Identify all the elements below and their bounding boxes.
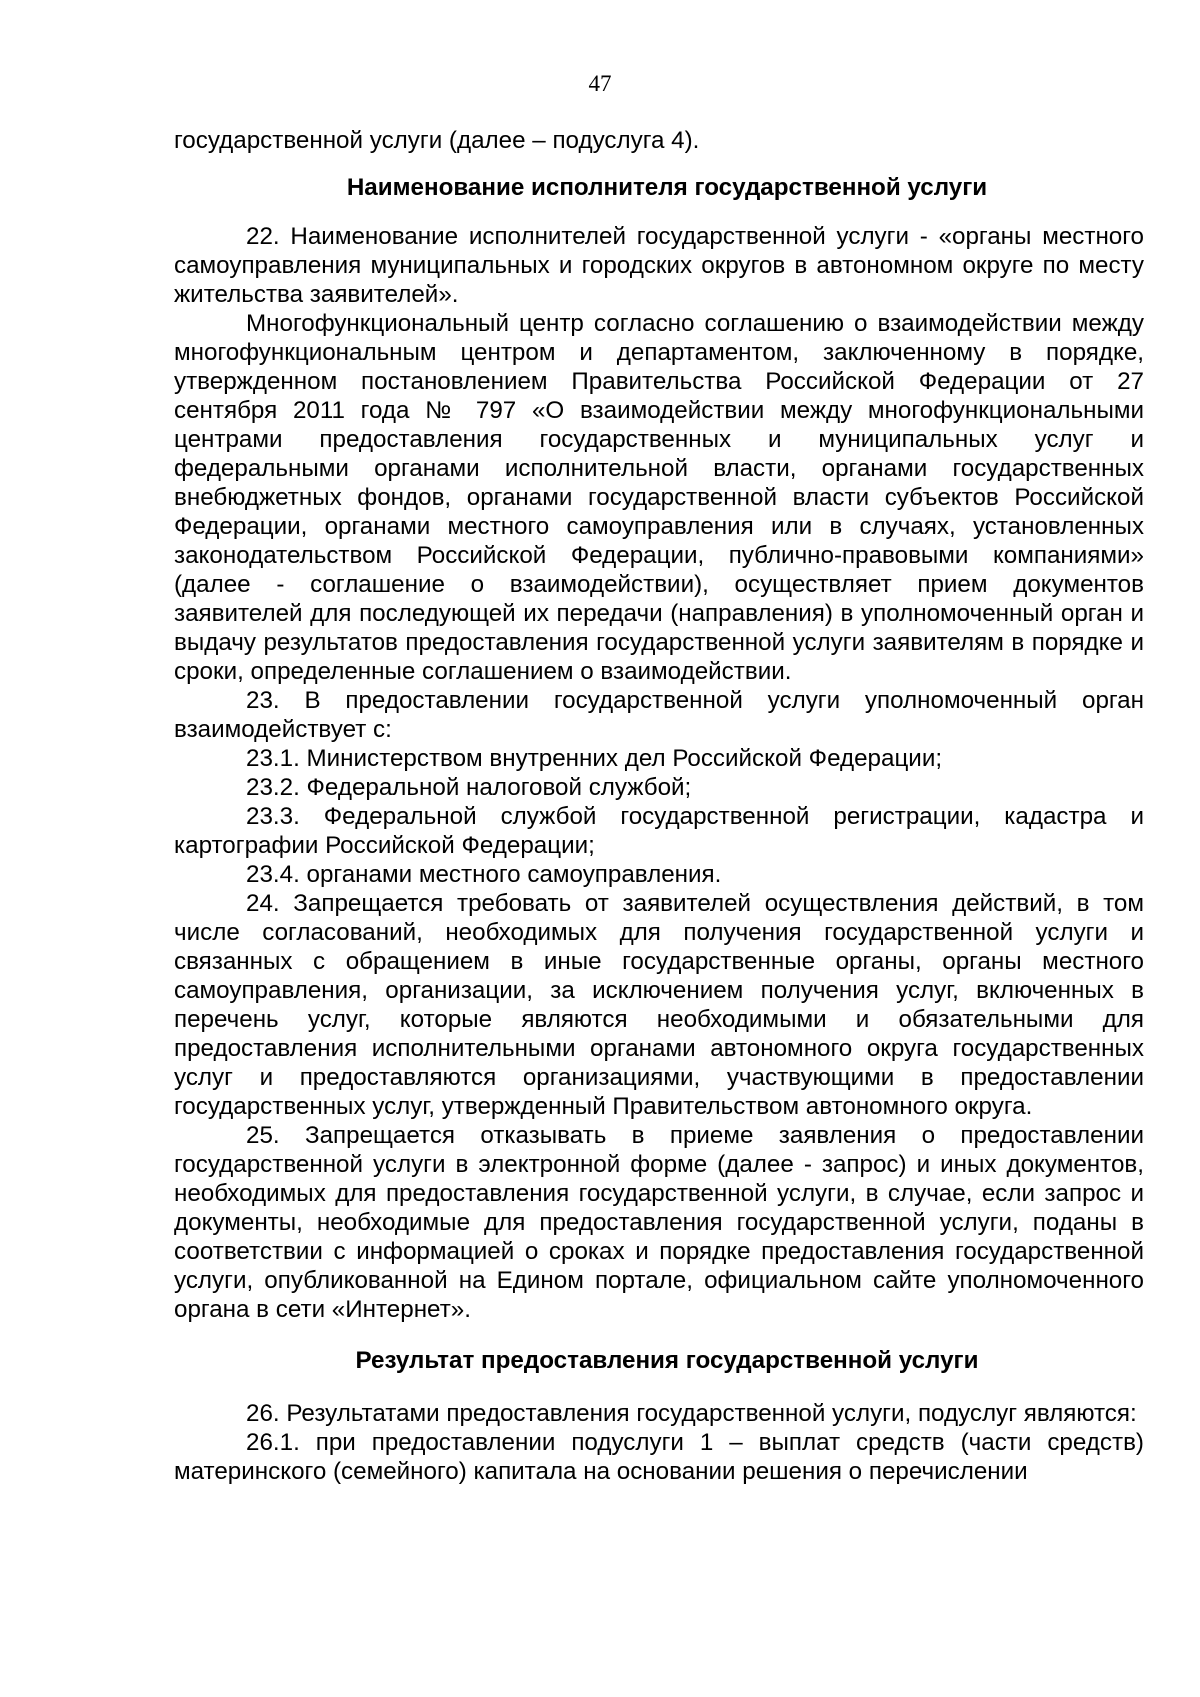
paragraph-mfc: Многофункциональный центр согласно соглашению о взаимодействии между многофункциональным центром и департаментом, заключенному в порядке, утвержденном постановлением Правительства Российской Федерации от 27 сентября 2011 года № 797 «О взаимодействии между многофункциональными центрами предоставления государственных и муниципальных услуг и федеральными органами исполнительной власти, органами государственных внебюджетных фондов, органами государственной власти субъектов Российской Федерации, органами местного самоуправления или в случаях, установленных законодательством Российской Федерации, публично-правовыми компаниями» (далее - соглашение о взаимодействии), осуществляет прием документов заявителей для последующей их передачи (направления) в уполномоченный орган и выдачу результатов предоставления государственной услуги заявителям в порядке и сроки, определенные соглашением о взаимодействии. bbox=[174, 310, 1144, 685]
paragraph-26-1: 26.1. при предоставлении подуслуги 1 – выплат средств (части средств) материнского (семейного) капитала на основании решения о перечислении bbox=[174, 1429, 1144, 1485]
paragraph-23: 23. В предоставлении государственной услуги уполномоченный орган взаимодействует с: bbox=[174, 687, 1144, 743]
section-heading-result: Результат предоставления государственной услуги bbox=[355, 1347, 979, 1374]
paragraph-23-3: 23.3. Федеральной службой государственной регистрации, кадастра и картографии Российской Федерации; bbox=[174, 803, 1144, 859]
paragraph-25: 25. Запрещается отказывать в приеме заявления о предоставлении государственной услуги в электронной форме (далее - запрос) и иных документов, необходимых для предоставления государственной услуги, в случае, если запрос и документы, необходимые для предоставления государственной услуги, поданы в соответствии с информацией о сроках и порядке предоставления государственной услуги, опубликованной на Едином портале, официальном сайте уполномоченного органа в сети «Интернет». bbox=[174, 1122, 1144, 1323]
paragraph-24: 24. Запрещается требовать от заявителей осуществления действий, в том числе согласований, необходимых для получения государственной услуги и связанных с обращением в иные государственные органы, органы местного самоуправления, организации, за исключением получения услуг, включенных в перечень услуг, которые являются необходимыми и обязательными для предоставления исполнительными органами автономного округа государственных услуг и предоставляются организациями, участвующими в предоставлении государственных услуг, утвержденный Правительством автономного округа. bbox=[174, 890, 1144, 1120]
paragraph-23-2: 23.2. Федеральной налоговой службой; bbox=[246, 774, 692, 801]
paragraph-23-4: 23.4. органами местного самоуправления. bbox=[246, 861, 722, 888]
continuation-text: государственной услуги (далее – подуслуга 4). bbox=[174, 127, 700, 154]
document-body bbox=[174, 126, 1144, 1486]
page-number: 47 bbox=[588, 71, 612, 96]
paragraph-26: 26. Результатами предоставления государственной услуги, подуслуг являются: bbox=[246, 1400, 1137, 1427]
section-heading-performer: Наименование исполнителя государственной услуги bbox=[346, 174, 988, 201]
paragraph-23-1: 23.1. Министерством внутренних дел Российской Федерации; bbox=[246, 745, 943, 772]
paragraph-22: 22. Наименование исполнителей государственной услуги - «органы местного самоуправления муниципальных и городских округов в автономном округе по месту жительства заявителей». bbox=[174, 223, 1144, 308]
